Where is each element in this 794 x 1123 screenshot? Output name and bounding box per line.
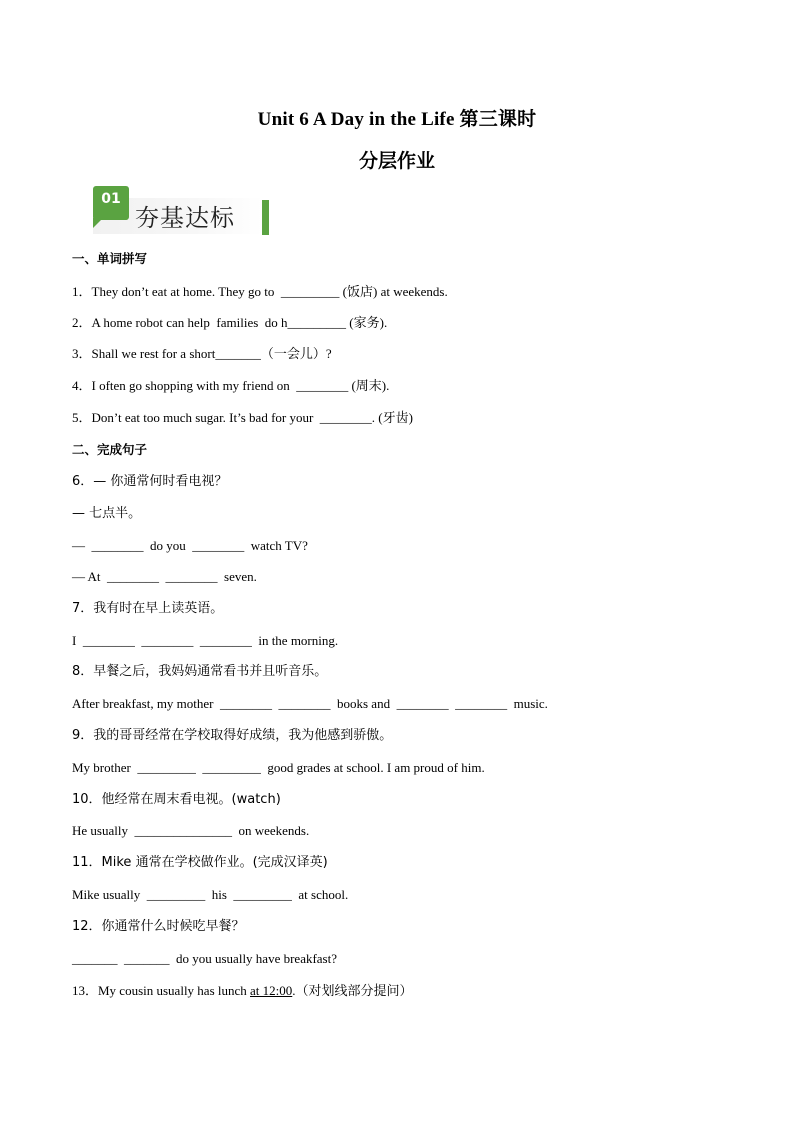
question-line: 9．我的哥哥经常在学校取得好成绩，我为他感到骄傲。 (72, 728, 393, 743)
section-badge (85, 180, 275, 238)
question-line: 3．Shall we rest for a short_______（一会儿）? (72, 346, 332, 361)
question-line: 6．— 你通常何时看电视？ (72, 474, 228, 489)
section-heading: 二、完成句子 (72, 442, 148, 457)
question-line: 11．Mike 通常在学校做作业。(完成汉译英) (72, 855, 328, 870)
answer-line: I ________ ________ ________ in the morning. (72, 633, 339, 648)
answer-line: — ________ do you ________ watch TV? (72, 538, 308, 553)
answer-line: — At ________ ________ seven. (72, 569, 257, 584)
question-line: 8．早餐之后，我妈妈通常看书并且听音乐。 (72, 664, 328, 679)
question-line: 1．They don’t eat at home. They go to _________ (饭店) at weekends. (72, 284, 448, 299)
q13-prefix: 13．My cousin usually has lunch (72, 983, 251, 998)
answer-line: Mike usually _________ his _________ at school. (72, 887, 349, 902)
answer-line: After breakfast, my mother ________ ________ books and ________ ________ music. (72, 696, 548, 711)
section-heading: 一、单词拼写 (72, 251, 148, 266)
question-line: 5．Don’t eat too much sugar. It’s bad for your ________. (牙齿) (72, 410, 413, 425)
badge-tail (93, 218, 103, 228)
answer-line: He usually _______________ on weekends. (72, 823, 310, 838)
question-line: 7．我有时在早上读英语。 (72, 601, 224, 616)
question-line: 2．A home robot can help families do h_________ (家务). (72, 315, 388, 330)
answer-line: _______ _______ do you usually have breakfast? (72, 951, 338, 966)
badge-number-box (93, 186, 129, 220)
badge-bar (262, 200, 269, 235)
question-line: 10．他经常在周末看电视。(watch) (72, 792, 281, 807)
q13-suffix: .（对划线部分提问） (292, 983, 413, 998)
question-line: 4．I often go shopping with my friend on ________ (周末). (72, 378, 390, 393)
q13-underlined: at 12:00 (250, 983, 293, 998)
badge-label: 夯基达标 (135, 204, 235, 232)
badge-number: 01 (101, 191, 121, 207)
answer-line: My brother _________ _________ good grades at school. I am proud of him. (72, 760, 485, 775)
page-title: Unit 6 A Day in the Life 第三课时 (257, 109, 537, 130)
page-subtitle: 分层作业 (358, 150, 435, 172)
question-line: — 七点半。 (72, 506, 142, 521)
question-line: 12．你通常什么时候吃早餐？ (72, 919, 245, 934)
question-line (72, 983, 413, 999)
